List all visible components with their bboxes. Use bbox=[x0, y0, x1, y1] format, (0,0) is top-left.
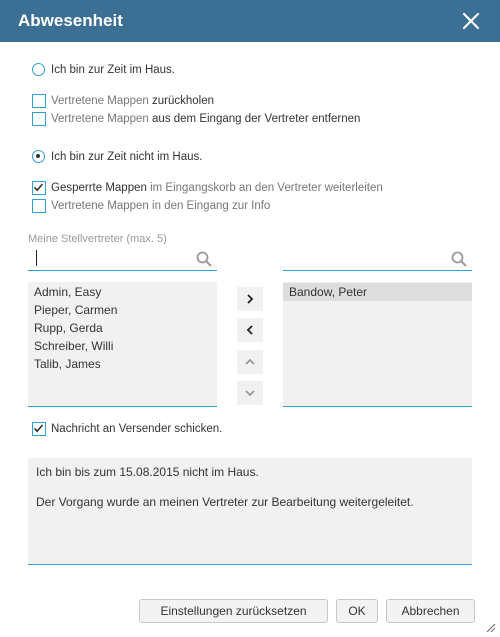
option-remove-prefix: Vertretene Mappen bbox=[51, 113, 149, 125]
check-icon bbox=[33, 182, 44, 193]
available-list[interactable] bbox=[28, 282, 217, 407]
radio-present-row[interactable] bbox=[32, 63, 175, 76]
move-down-button[interactable] bbox=[237, 381, 263, 405]
search-icon[interactable] bbox=[195, 250, 213, 268]
deputies-label: Meine Stellvertreter (max. 5) bbox=[28, 233, 167, 245]
list-item[interactable]: Admin, Easy bbox=[34, 285, 102, 299]
resize-grip-icon[interactable] bbox=[485, 622, 496, 633]
list-item[interactable]: Pieper, Carmen bbox=[34, 303, 118, 317]
list-item[interactable]: Rupp, Gerda bbox=[34, 321, 103, 335]
ok-button[interactable]: OK bbox=[336, 599, 378, 623]
radio-present-label: Ich bin zur Zeit im Haus. bbox=[51, 63, 175, 76]
option-retrieve-row[interactable] bbox=[32, 94, 214, 108]
selected-list[interactable] bbox=[283, 282, 472, 407]
move-up-button[interactable] bbox=[237, 350, 263, 374]
list-item[interactable]: Talib, James bbox=[34, 357, 101, 371]
option-remove-rest: aus dem Eingang der Vertreter entfernen bbox=[148, 113, 361, 125]
radio-absent[interactable] bbox=[32, 150, 45, 163]
chevron-down-icon bbox=[245, 388, 255, 398]
notify-row[interactable] bbox=[32, 422, 222, 436]
option-retrieve-rest: zurückholen bbox=[148, 95, 215, 107]
message-line: Ich bin bis zum 15.08.2015 nicht im Haus. bbox=[36, 465, 259, 479]
notify-label: Nachricht an Versender schicken. bbox=[51, 423, 223, 435]
list-item[interactable]: Schreiber, Willi bbox=[34, 339, 114, 353]
message-textarea[interactable] bbox=[28, 458, 472, 565]
search-selected[interactable] bbox=[283, 247, 472, 271]
option-info-row[interactable] bbox=[32, 199, 270, 213]
option-forward-row[interactable] bbox=[32, 181, 383, 195]
chevron-left-icon bbox=[245, 325, 255, 335]
search-icon[interactable] bbox=[450, 250, 468, 268]
add-deputy-button[interactable] bbox=[237, 287, 263, 311]
check-icon bbox=[33, 423, 44, 434]
chevron-up-icon bbox=[245, 357, 255, 367]
radio-present[interactable] bbox=[32, 63, 45, 76]
option-forward-rest: im Eingangskorb an den Vertreter weiterleiten bbox=[146, 182, 383, 194]
checkbox-remove[interactable] bbox=[32, 112, 46, 126]
checkbox-info[interactable] bbox=[32, 199, 46, 213]
radio-absent-row[interactable] bbox=[32, 150, 202, 163]
checkbox-retrieve[interactable] bbox=[32, 94, 46, 108]
search-available[interactable] bbox=[28, 247, 217, 271]
dialog-titlebar bbox=[0, 0, 500, 42]
checkbox-notify[interactable] bbox=[32, 422, 46, 436]
message-line: Der Vorgang wurde an meinen Vertreter zur Bearbeitung weitergeleitet. bbox=[36, 495, 414, 509]
checkbox-forward[interactable] bbox=[32, 181, 46, 195]
option-forward-prefix: Gesperrte Mappen bbox=[51, 182, 147, 194]
text-caret bbox=[36, 250, 37, 266]
option-info-rest: in den Eingang zur Info bbox=[148, 200, 271, 212]
option-retrieve-prefix: Vertretene Mappen bbox=[51, 95, 149, 107]
chevron-right-icon bbox=[245, 294, 255, 304]
reset-settings-button[interactable]: Einstellungen zurücksetzen bbox=[139, 599, 328, 623]
option-info-prefix: Vertretene Mappen bbox=[51, 200, 149, 212]
dialog-title: Abwesenheit bbox=[18, 11, 123, 30]
close-icon[interactable] bbox=[460, 10, 482, 32]
option-remove-row[interactable] bbox=[32, 112, 360, 126]
remove-deputy-button[interactable] bbox=[237, 318, 263, 342]
list-item[interactable]: Bandow, Peter bbox=[283, 283, 472, 301]
radio-absent-label: Ich bin zur Zeit nicht im Haus. bbox=[51, 150, 203, 163]
cancel-button[interactable]: Abbrechen bbox=[386, 599, 475, 623]
